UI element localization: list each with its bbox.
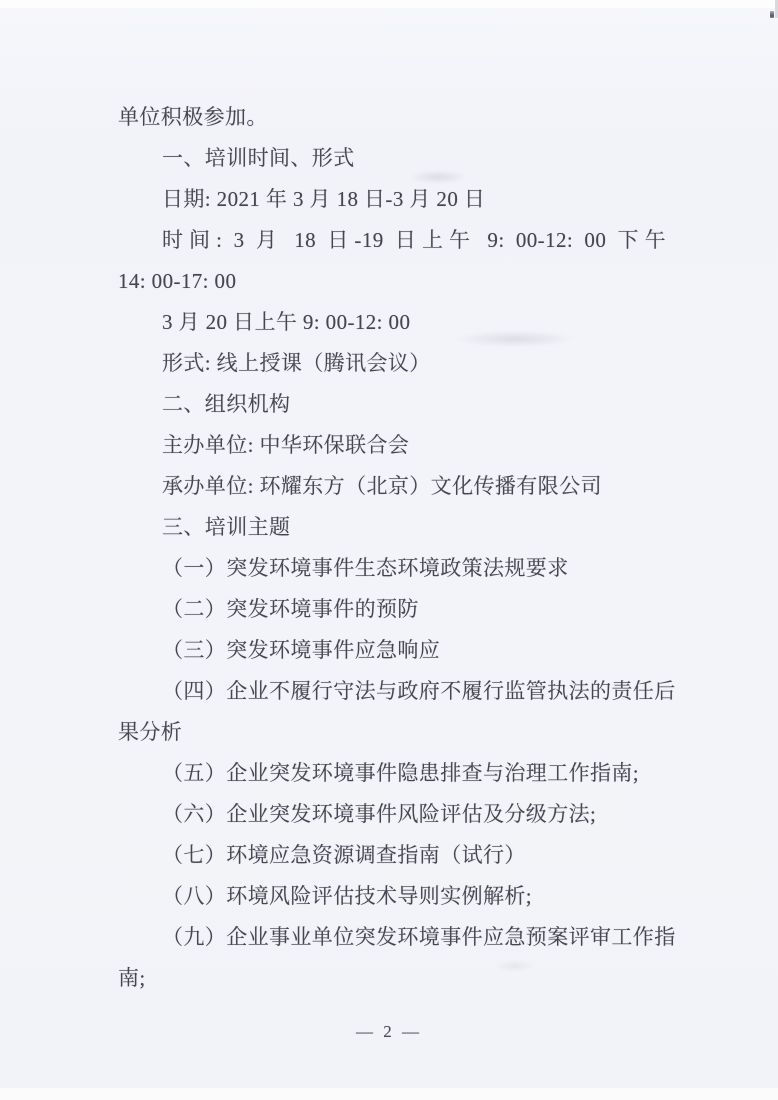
doc-list-item: （七）环境应急资源调查指南（试行） (162, 843, 526, 867)
scan-bottom-edge (0, 1088, 778, 1100)
doc-line: 3 月 20 日上午 9: 00-12: 00 (162, 310, 411, 334)
doc-line: 承办单位: 环耀东方（北京）文化传播有限公司 (162, 474, 602, 498)
page-number: — 2 — (356, 1022, 422, 1041)
doc-line: 形式: 线上授课（腾讯会议） (162, 351, 431, 375)
document-body (118, 97, 676, 999)
doc-line: 主办单位: 中华环保联合会 (162, 433, 410, 457)
doc-list-item: （二）突发环境事件的预防 (162, 597, 419, 621)
doc-list-item: （五）企业突发环境事件隐患排查与治理工作指南; (162, 761, 640, 785)
doc-line: 14: 00-17: 00 (118, 269, 237, 293)
doc-list-item: （四）企业不履行守法与政府不履行监管执法的责任后 (162, 679, 676, 703)
doc-heading-3: 三、培训主题 (162, 515, 291, 539)
doc-line: 时间: 3 月 18 日-19 日上午 9: 00-12: 00 下午 (162, 228, 666, 252)
doc-list-item: （八）环境风险评估技术导则实例解析; (162, 884, 533, 908)
doc-line: 果分析 (118, 720, 183, 744)
doc-list-item: （六）企业突发环境事件风险评估及分级方法; (162, 802, 597, 826)
doc-list-item: （三）突发环境事件应急响应 (162, 638, 441, 662)
scan-top-edge (0, 0, 778, 8)
doc-heading-1: 一、培训时间、形式 (162, 146, 355, 170)
doc-heading-2: 二、组织机构 (162, 392, 291, 416)
doc-list-item: （九）企业事业单位突发环境事件应急预案评审工作指 (162, 925, 676, 949)
doc-line: 南; (118, 966, 146, 990)
doc-list-item: （一）突发环境事件生态环境政策法规要求 (162, 556, 569, 580)
scan-artifact-speck (770, 11, 774, 18)
doc-line: 单位积极参加。 (118, 105, 268, 129)
doc-line: 日期: 2021 年 3 月 18 日-3 月 20 日 (162, 187, 486, 211)
